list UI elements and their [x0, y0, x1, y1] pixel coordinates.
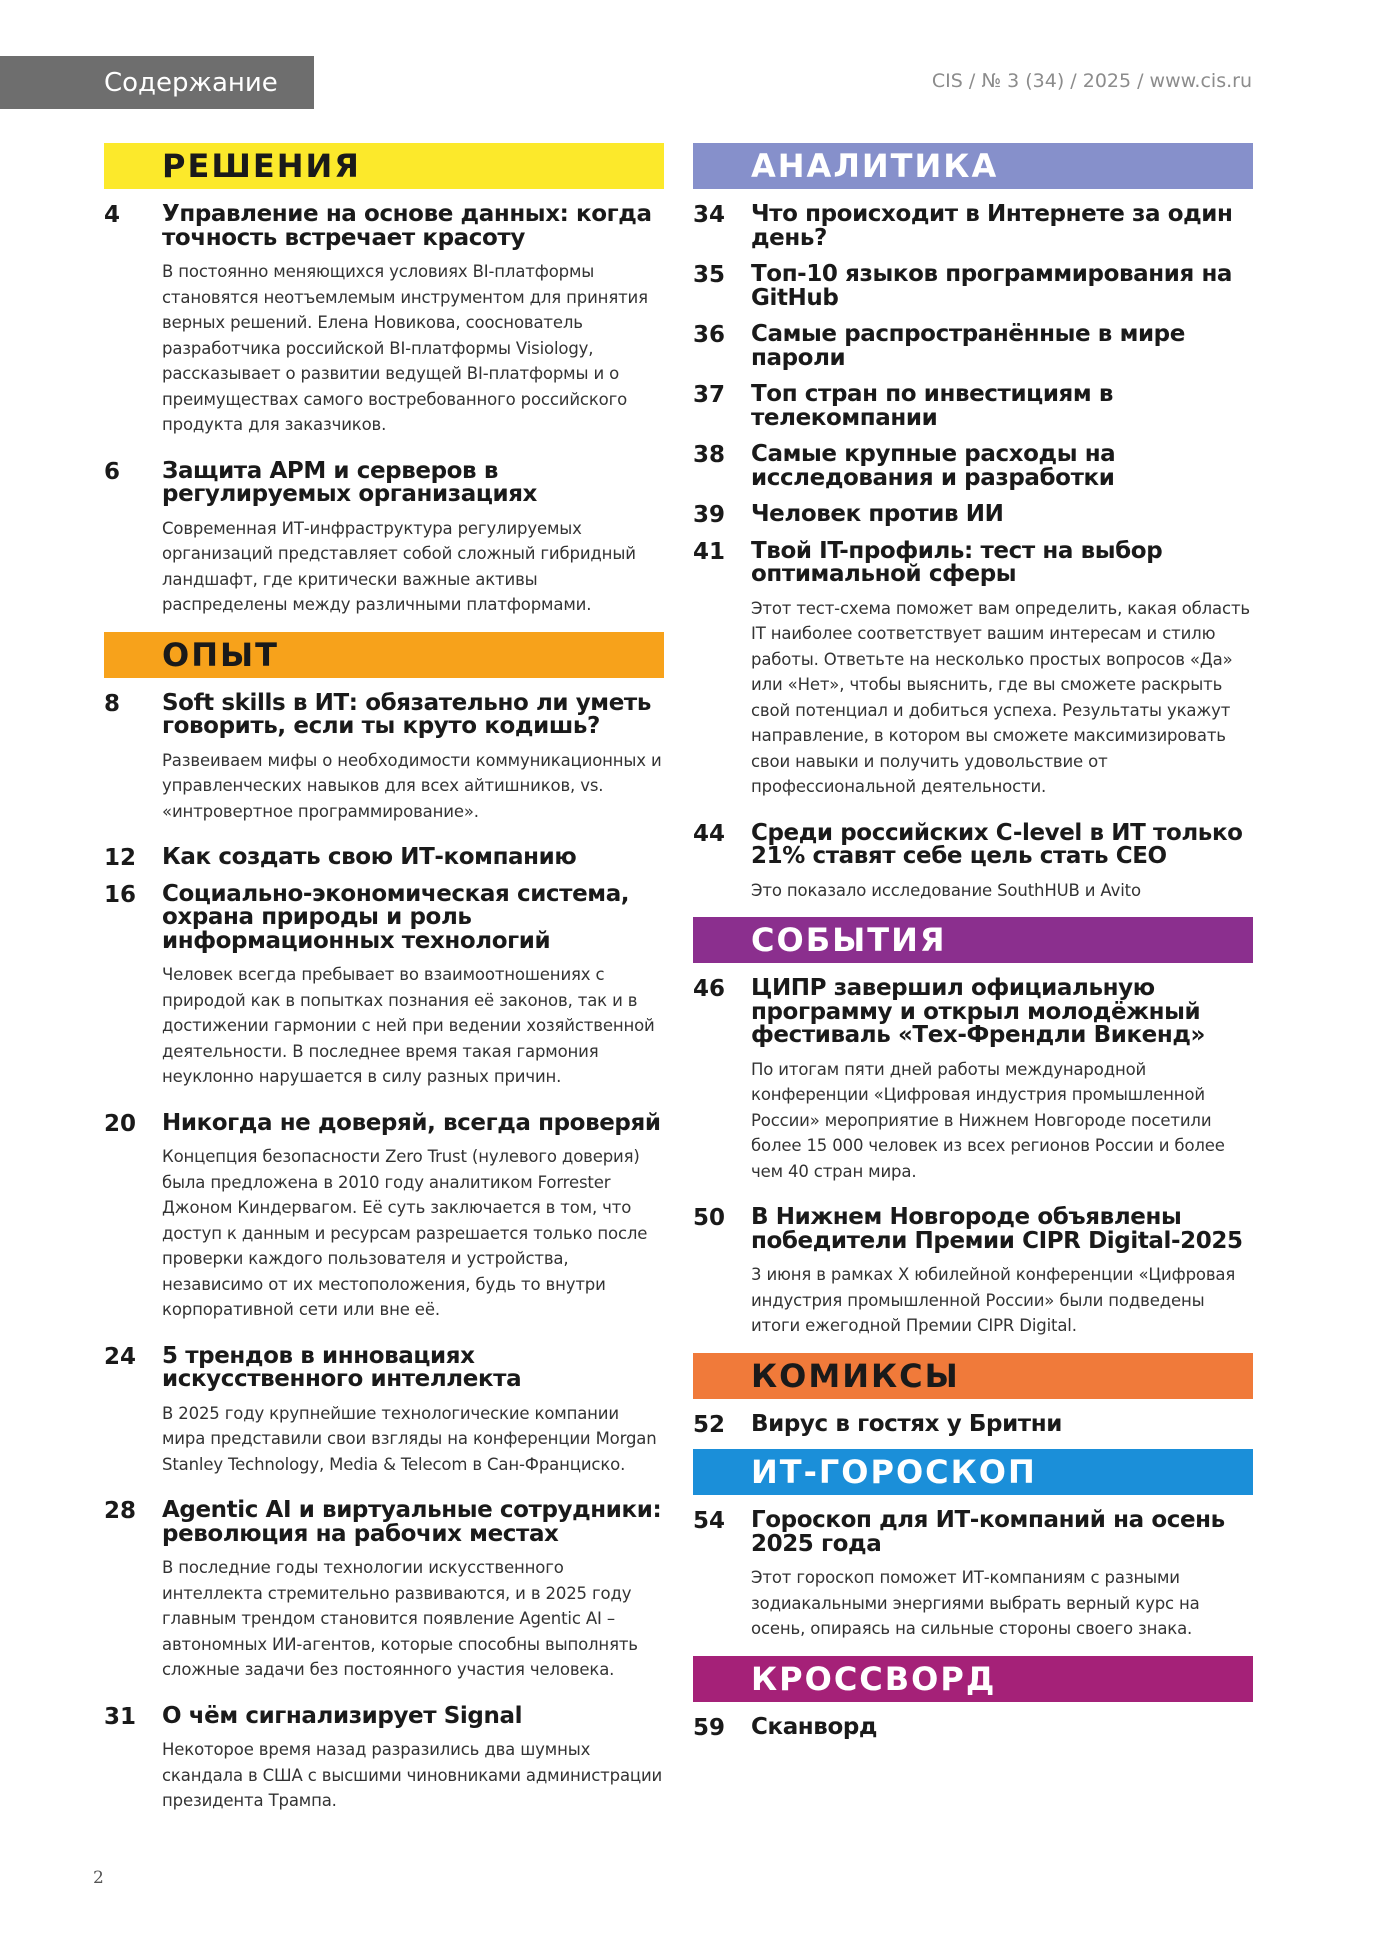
section-title: КОМИКСЫ: [751, 1356, 960, 1395]
entry-title: Защита АРМ и серверов в регулируемых организациях: [162, 457, 537, 507]
entry-title: Управление на основе данных: когда точность встречает красоту: [162, 201, 652, 251]
entry-page-number: 36: [693, 322, 726, 348]
toc-entry[interactable]: [693, 1713, 1253, 1741]
toc-entry[interactable]: [104, 1499, 664, 1683]
entry-title: Среди российских C-level в ИТ только 21% ставят себе цель стать CEO: [751, 819, 1243, 869]
entry-title: Вирус в гостях у Бритни: [751, 1410, 1062, 1437]
entry-page-number: 6: [104, 458, 121, 485]
entry-page-number: 16: [104, 881, 137, 908]
toc-entry[interactable]: [693, 977, 1253, 1184]
entry-page-number: 39: [693, 502, 726, 528]
entry-page-number: 54: [693, 1508, 726, 1534]
entry-page-number: 52: [693, 1411, 726, 1438]
section-bar: [693, 1449, 1253, 1495]
entry-page-number: 20: [104, 1110, 137, 1137]
section-title: ИТ-ГОРОСКОП: [751, 1453, 1037, 1491]
entry-description: Современная ИТ-инфраструктура регулируемых организаций представляет собой сложный гибридный ландшафт, где критически важные активы распределены между различными платформами.: [162, 518, 636, 614]
toc-entry[interactable]: [693, 443, 1253, 490]
entry-description: В постоянно меняющихся условиях BI-платформы становятся неотъемлемым инструментом для принятия верных решений. Елена Новикова, сооснователь разработчика российской BI-платформы Visiology, рассказывает о развитии ведущей BI-платформы и о преимуществах самого востребованного российского продукта для заказчиков.: [162, 262, 648, 434]
section-bar: [693, 917, 1253, 963]
toc-entry[interactable]: [693, 1206, 1253, 1339]
entry-page-number: 41: [693, 538, 726, 565]
toc-entry[interactable]: [693, 537, 1253, 800]
entry-description: Человек всегда пребывает во взаимоотношениях с природой как в попытках познания её законов, так и в достижении гармонии с ней при ведении хозяйственной деятельности. В последнее время такая гармония неуклонно нарушается в силу разных причин.: [162, 965, 655, 1086]
entry-page-number: 59: [693, 1714, 726, 1741]
header-tab-label: Содержание: [104, 68, 278, 98]
section-bar: [104, 632, 664, 678]
toc-entry[interactable]: [693, 1509, 1253, 1642]
entry-page-number: 35: [693, 262, 726, 288]
toc-entry[interactable]: [693, 263, 1253, 310]
entry-description: 3 июня в рамках X юбилейной конференции «Цифровая индустрия промышленной России» были подведены итоги ежегодной Премии CIPR Digital.: [751, 1265, 1236, 1335]
entry-description: Этот гороскоп поможет ИТ-компаниям с разными зодиакальными энергиями выбрать верный курс на осень, опираясь на сильные стороны своего знака.: [751, 1568, 1200, 1638]
entry-title: О чём сигнализирует Signal: [162, 1702, 523, 1729]
toc-entry[interactable]: [104, 1702, 664, 1814]
section-title: АНАЛИТИКА: [751, 147, 999, 185]
entry-title: Agentic AI и виртуальные сотрудники: революция на рабочих местах: [162, 1497, 662, 1547]
section-title: КРОССВОРД: [751, 1659, 997, 1698]
entry-description: В последние годы технологии искусственного интеллекта стремительно развиваются, и в 2025 году главным трендом становится появление Agentic AI – автономных ИИ-агентов, которые способны выполнять сложные задачи без постоянного участия человека.: [162, 1558, 638, 1679]
left-column: [104, 143, 664, 1828]
entry-page-number: 28: [104, 1498, 137, 1524]
toc-entry[interactable]: [104, 846, 664, 870]
entry-title: В Нижнем Новгороде объявлены победители Премии CIPR Digital-2025: [751, 1204, 1243, 1254]
entry-page-number: 8: [104, 690, 121, 717]
right-column: [693, 143, 1253, 1747]
toc-entry[interactable]: [104, 689, 664, 825]
entry-title: Что происходит в Интернете за один день?: [751, 201, 1233, 251]
entry-title: Топ-10 языков программирования на GitHub: [751, 261, 1233, 311]
entry-description: Это показало исследование SouthHUB и Avito: [751, 880, 1141, 900]
toc-entry[interactable]: [693, 503, 1253, 527]
entry-title: Человек против ИИ: [751, 501, 1004, 527]
entry-title: Топ стран по инвестициям в телекомпании: [751, 381, 1114, 431]
entry-page-number: 12: [104, 845, 137, 871]
toc-entry[interactable]: [104, 880, 664, 1090]
entry-description: Этот тест-схема поможет вам определить, какая область IT наиболее соответствует вашим интересам и стилю работы. Ответьте на несколько простых вопросов «Да» или «Нет», чтобы выяснить, где вы сможете раскрыть свой потенциал и добиться успеха. Результаты укажут направление, в котором вы сможете максимизировать свои навыки и получить удовольствие от профессиональной деятельности.: [751, 598, 1250, 796]
toc-entry[interactable]: [693, 203, 1253, 250]
section-title: РЕШЕНИЯ: [162, 147, 361, 185]
entry-description: По итогам пяти дней работы международной конференции «Цифровая индустрия промышленной России» мероприятие в Нижнем Новгороде посетили более 15 000 человек из всех регионов России и более чем 40 стран мира.: [751, 1059, 1225, 1181]
section-bar: [104, 143, 664, 189]
section-bar: [693, 1656, 1253, 1702]
toc-entry[interactable]: [693, 1410, 1253, 1438]
entry-page-number: 24: [104, 1343, 137, 1370]
section-bar: [693, 1353, 1253, 1399]
section-title: ОПЫТ: [162, 635, 279, 674]
entry-title: 5 трендов в инновациях искусственного интеллекта: [162, 1342, 522, 1392]
section-title: СОБЫТИЯ: [751, 921, 947, 959]
toc-entry[interactable]: [104, 1342, 664, 1478]
section-bar: [693, 143, 1253, 189]
header-tab: [0, 56, 314, 109]
entry-page-number: 44: [693, 820, 726, 847]
entry-title: ЦИПР завершил официальную программу и открыл молодёжный фестиваль «Тех-Френдли Викенд»: [751, 975, 1205, 1048]
issue-info: CIS / № 3 (34) / 2025 / www.cis.ru: [931, 70, 1252, 92]
page-number: 2: [93, 1868, 104, 1888]
toc-entry[interactable]: [104, 457, 664, 618]
entry-page-number: 4: [104, 202, 121, 228]
toc-entry[interactable]: [693, 383, 1253, 430]
entry-description: Концепция безопасности Zero Trust (нулевого доверия) была предложена в 2010 году аналитиком Forrester Джоном Киндервагом. Её суть заключается в том, что доступ к данным и ресурсам разрешается только после проверки каждого пользователя и устройства, независимо от их местоположения, будь то внутри корпоративной сети или вне её.: [162, 1147, 648, 1319]
toc-entry[interactable]: [693, 323, 1253, 370]
entry-title: Никогда не доверяй, всегда проверяй: [162, 1109, 661, 1136]
toc-entry[interactable]: [104, 203, 664, 438]
entry-title: Как создать свою ИТ-компанию: [162, 844, 577, 870]
toc-entry[interactable]: [693, 819, 1253, 904]
entry-title: Сканворд: [751, 1713, 878, 1740]
entry-description: Некоторое время назад разразились два шумных скандала в США с высшими чиновниками администрации президента Трампа.: [162, 1740, 663, 1810]
entry-title: Гороскоп для ИТ-компаний на осень 2025 года: [751, 1507, 1225, 1557]
entry-title: Soft skills в ИТ: обязательно ли уметь говорить, если ты круто кодишь?: [162, 689, 651, 739]
entry-page-number: 31: [104, 1703, 137, 1730]
entry-description: Развеиваем мифы о необходимости коммуникационных и управленческих навыков для всех айтишников, vs. «интровертное программирование».: [162, 750, 662, 821]
entry-description: В 2025 году крупнейшие технологические компании мира представили свои взгляды на конференции Morgan Stanley Technology, Media & Telecom в Сан-Франциско.: [162, 1403, 657, 1474]
entry-title: Самые распространённые в мире пароли: [751, 321, 1185, 371]
entry-page-number: 34: [693, 202, 726, 228]
entry-title: Твой IT-профиль: тест на выбор оптимальной сферы: [751, 537, 1163, 587]
entry-page-number: 37: [693, 382, 726, 408]
entry-title: Социально-экономическая система, охрана природы и роль информационных технологий: [162, 880, 630, 954]
entry-title: Самые крупные расходы на исследования и разработки: [751, 441, 1116, 491]
entry-page-number: 38: [693, 442, 726, 468]
toc-entry[interactable]: [104, 1109, 664, 1323]
entry-page-number: 50: [693, 1205, 726, 1231]
entry-page-number: 46: [693, 976, 726, 1002]
